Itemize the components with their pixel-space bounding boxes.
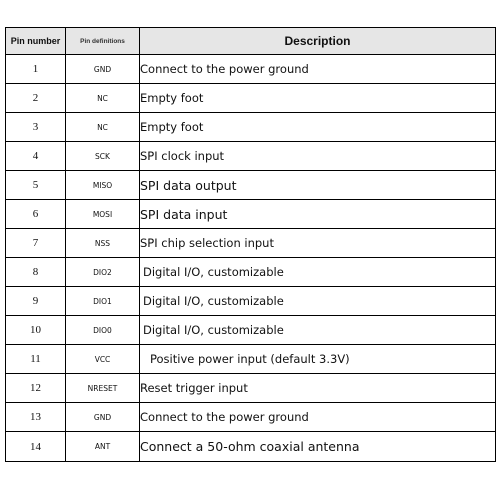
pin-definition-cell: GND (66, 403, 140, 432)
pin-definition-cell: ANT (66, 432, 140, 462)
pin-number-cell: 13 (6, 403, 66, 432)
header-pin-definitions: Pin definitions (66, 28, 140, 55)
pin-definition-cell: GND (66, 55, 140, 84)
description-cell: Connect to the power ground (140, 55, 496, 84)
header-description: Description (140, 28, 496, 55)
table-row (6, 171, 496, 200)
table-row (6, 113, 496, 142)
pin-definition-cell: NRESET (66, 374, 140, 403)
pin-number-cell: 14 (6, 432, 66, 462)
pin-number-cell: 6 (6, 200, 66, 229)
table-row (6, 142, 496, 171)
description-cell: Empty foot (140, 113, 496, 142)
description-cell: Digital I/O, customizable (140, 258, 496, 287)
table-row (6, 432, 496, 462)
description-cell: Connect to the power ground (140, 403, 496, 432)
table-row (6, 345, 496, 374)
pin-number-cell: 8 (6, 258, 66, 287)
pin-definition-cell: SCK (66, 142, 140, 171)
pin-number-cell: 5 (6, 171, 66, 200)
description-cell: SPI clock input (140, 142, 496, 171)
pin-definition-cell: MOSI (66, 200, 140, 229)
pin-number-cell: 2 (6, 84, 66, 113)
table-row (6, 316, 496, 345)
table-header-row (6, 28, 496, 55)
pin-number-cell: 10 (6, 316, 66, 345)
description-cell: SPI data output (140, 171, 496, 200)
pin-definition-cell: NSS (66, 229, 140, 258)
pin-number-cell: 4 (6, 142, 66, 171)
pin-number-cell: 9 (6, 287, 66, 316)
table-row (6, 374, 496, 403)
pin-definition-table (5, 27, 496, 462)
pin-number-cell: 3 (6, 113, 66, 142)
description-cell: Connect a 50-ohm coaxial antenna (140, 432, 496, 462)
pin-number-cell: 11 (6, 345, 66, 374)
pin-definition-cell: MISO (66, 171, 140, 200)
pin-number-cell: 7 (6, 229, 66, 258)
description-cell: Empty foot (140, 84, 496, 113)
table-row (6, 403, 496, 432)
table-row (6, 200, 496, 229)
description-cell: Digital I/O, customizable (140, 316, 496, 345)
pin-definition-cell: NC (66, 113, 140, 142)
table-row (6, 229, 496, 258)
pin-number-cell: 1 (6, 55, 66, 84)
table-row (6, 287, 496, 316)
table-row (6, 55, 496, 84)
pin-definition-cell: VCC (66, 345, 140, 374)
table-row (6, 258, 496, 287)
pin-definition-cell: DIO0 (66, 316, 140, 345)
description-cell: SPI data input (140, 200, 496, 229)
header-pin-number: Pin number (6, 28, 66, 55)
pin-definition-cell: DIO2 (66, 258, 140, 287)
pin-definition-cell: DIO1 (66, 287, 140, 316)
pin-definition-cell: NC (66, 84, 140, 113)
description-cell: SPI chip selection input (140, 229, 496, 258)
description-cell: Positive power input (default 3.3V) (140, 345, 496, 374)
description-cell: Reset trigger input (140, 374, 496, 403)
pin-number-cell: 12 (6, 374, 66, 403)
description-cell: Digital I/O, customizable (140, 287, 496, 316)
table-row (6, 84, 496, 113)
